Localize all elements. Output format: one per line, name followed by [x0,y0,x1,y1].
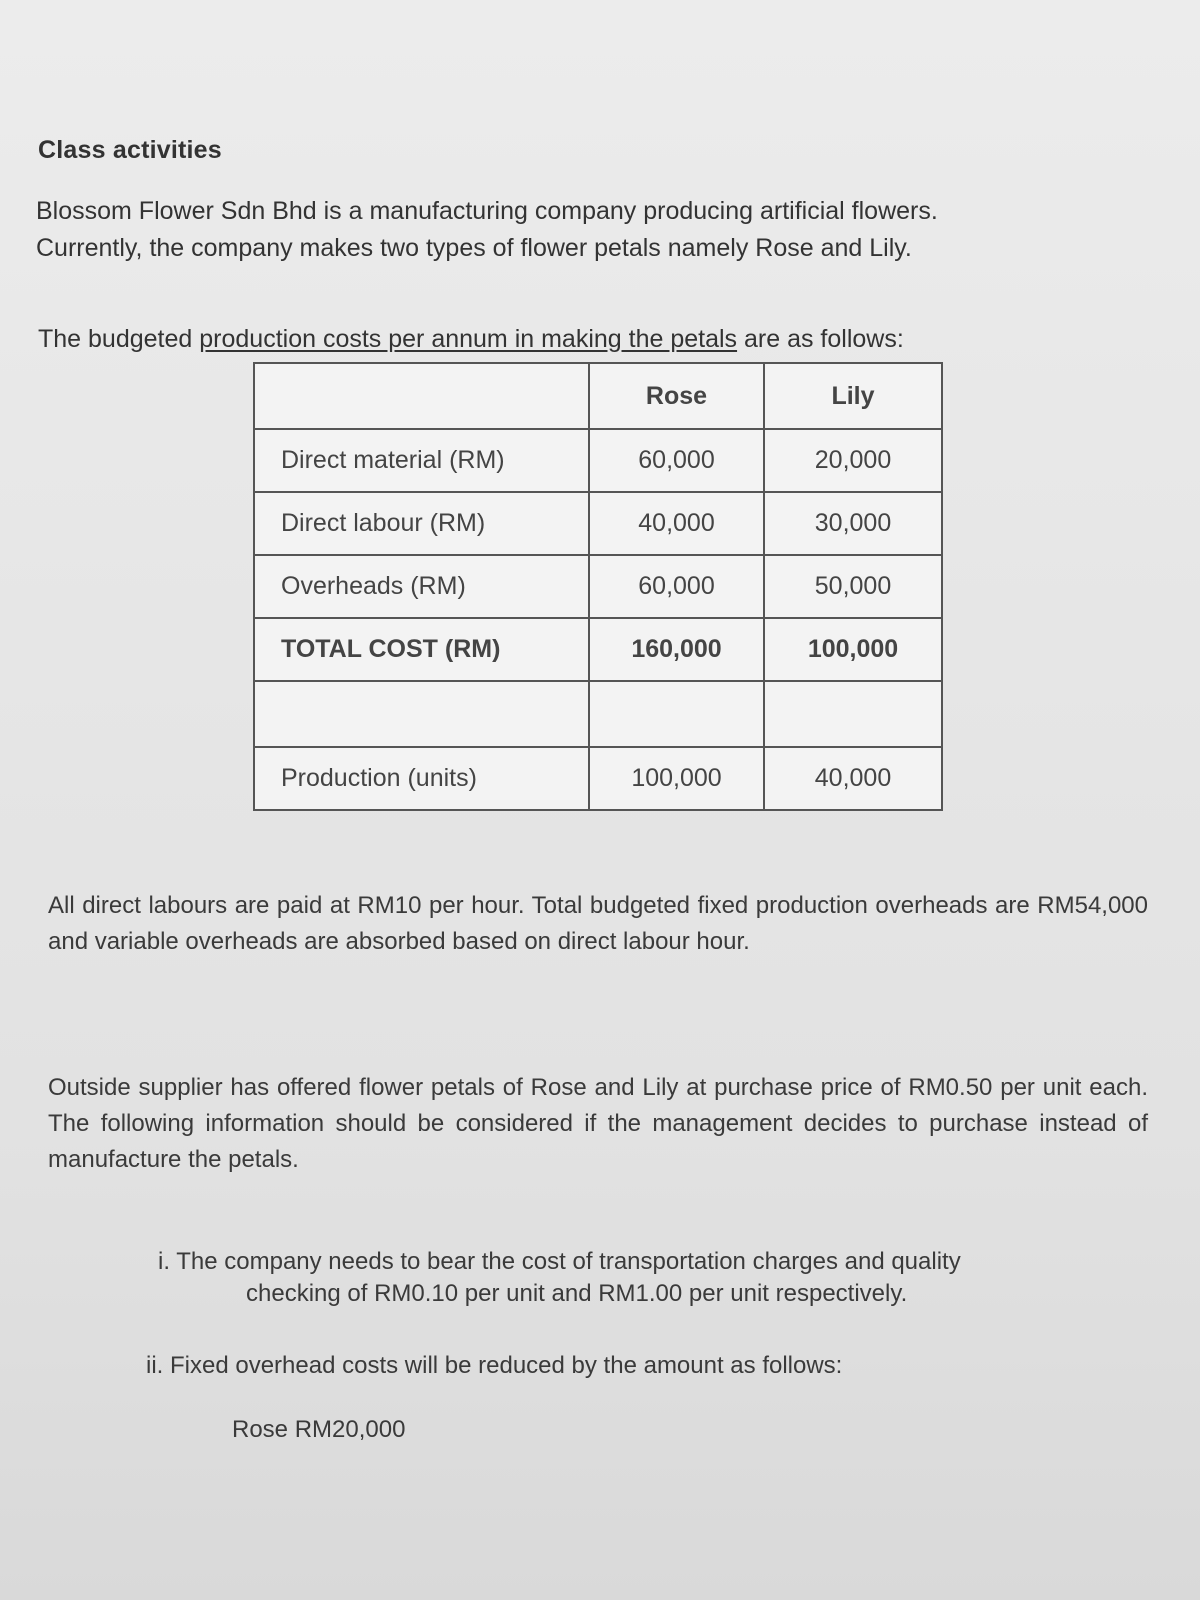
row-label [254,681,589,747]
table-row-blank [254,681,942,747]
rose-value: 60,000 [589,429,764,492]
table-row-total [254,618,942,681]
rose-value: 60,000 [589,555,764,618]
cost-table [253,362,943,811]
row-label: Overheads (RM) [254,555,589,618]
intro-line-2: Currently, the company makes two types of flower petals namely Rose and Lily. [36,234,912,262]
lily-value: 40,000 [764,747,942,810]
row-label: Direct material (RM) [254,429,589,492]
supplier-offer-paragraph: Outside supplier has offered flower petals of Rose and Lily at purchase price of RM0.50 per unit each. The following information should be considered if the management decides to purchase instead of manufacture the petals. [48,1074,1148,1173]
table-row [254,429,942,492]
list-item-1-line-1: i. The company needs to bear the cost of transportation charges and quality [158,1248,961,1275]
list-item-2: ii. Fixed overhead costs will be reduced by the amount as follows: [146,1352,843,1379]
rose-reduction: Rose RM20,000 [232,1416,406,1443]
rose-value: 40,000 [589,492,764,555]
table-row [254,492,942,555]
table-row [254,747,942,810]
list-item-1-line-2: checking of RM0.10 per unit and RM1.00 per unit respectively. [246,1280,908,1307]
table-header-cell: Rose [589,363,764,429]
rose-value: 160,000 [589,618,764,681]
lily-value [764,681,942,747]
lily-value: 100,000 [764,618,942,681]
table-header-row [254,363,942,429]
budget-intro [38,325,904,354]
table-row [254,555,942,618]
page-heading: Class activities [38,136,222,164]
budget-intro-prefix: The budgeted [38,325,200,353]
intro-line-1: Blossom Flower Sdn Bhd is a manufacturing company producing artificial flowers. [36,197,938,225]
lily-value: 30,000 [764,492,942,555]
budget-intro-suffix: are as follows: [737,325,904,353]
row-label: Production (units) [254,747,589,810]
lily-value: 50,000 [764,555,942,618]
rose-value [589,681,764,747]
budget-intro-underlined: production costs per annum in making the petals [199,325,738,353]
row-label: TOTAL COST (RM) [254,618,589,681]
table-header-cell [254,363,589,429]
lily-value: 20,000 [764,429,942,492]
intro-paragraph [36,193,1166,267]
table-header-cell: Lily [764,363,942,429]
rose-value: 100,000 [589,747,764,810]
row-label: Direct labour (RM) [254,492,589,555]
list-item-1 [158,1246,961,1310]
labour-overheads-paragraph: All direct labours are paid at RM10 per hour. Total budgeted fixed production overheads are RM54,000 and variable overheads are absorbed based on direct labour hour. [48,892,1148,955]
